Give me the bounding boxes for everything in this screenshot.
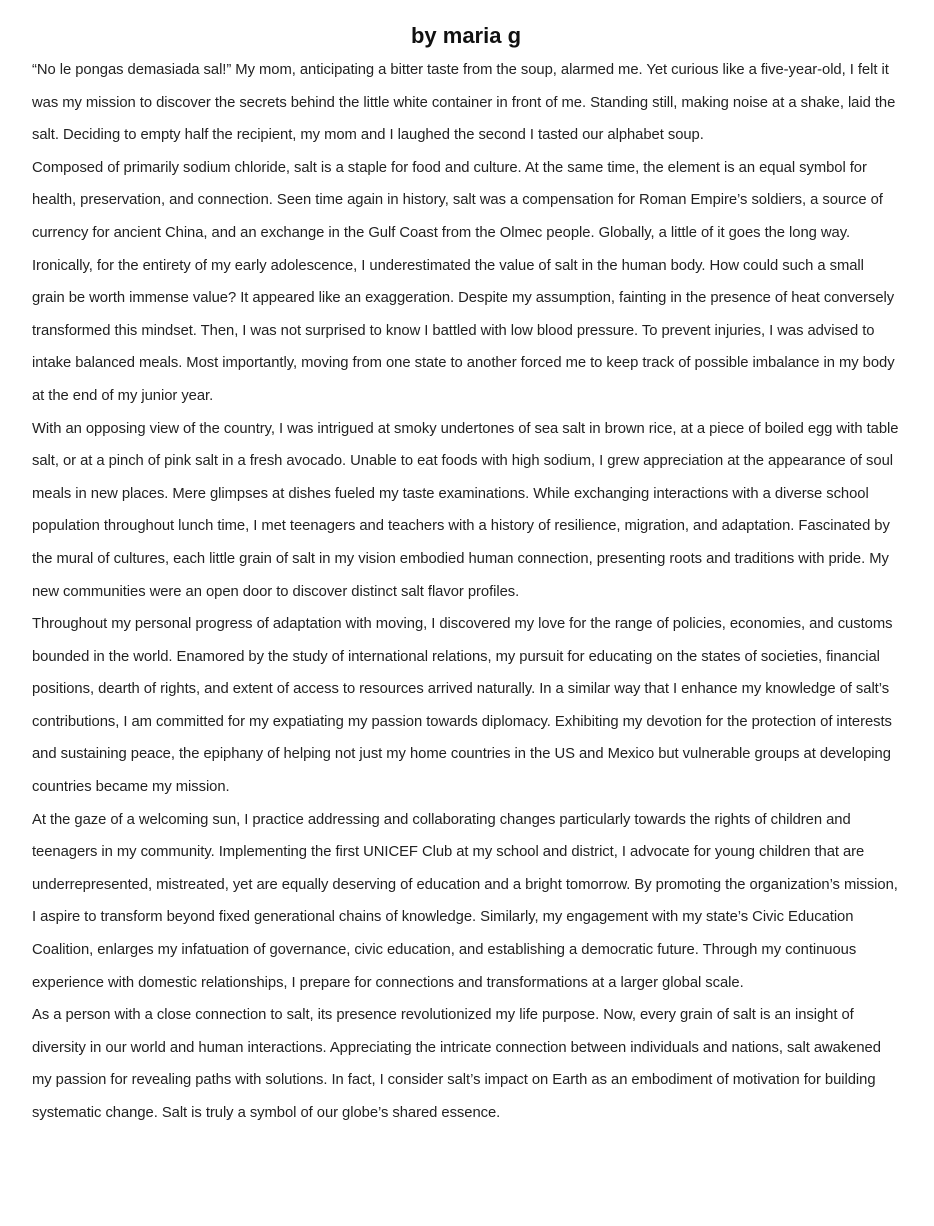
paragraph-1: “No le pongas demasiada sal!” My mom, anticipating a bitter taste from the soup, alarmed me. Yet curious like a five-year-old, I felt it was my mission to discover the secrets behind the little white container in front of me. Standing still, making noise at a shake, laid the salt. Deciding to empty half the recipient, my mom and I laughed the second I tasted our alphabet soup. bbox=[32, 62, 896, 144]
document-title: by maria g bbox=[410, 23, 522, 48]
paragraph-2: Composed of primarily sodium chloride, salt is a staple for food and culture. At the same time, the element is an equal symbol for health, preservation, and connection. Seen time again in history, salt was a compensation for Roman Empire’s soldiers, a source of currency for ancient China, and an exchange in the Gulf Coast from the Olmec people. Globally, a little of it goes the long way. bbox=[32, 159, 883, 241]
paragraph-3: Ironically, for the entirety of my early adolescence, I underestimated the value of salt in the human body. How could such a small grain be worth immense value? It appeared like an exaggeration. Despite my assumption, fainting in the presence of heat conversely transformed this mindset. Then, I was not surprised to know I battled with low blood pressure. To prevent injuries, I was advised to intake balanced meals. Most importantly, moving from one state to another forced me to keep track of possible imbalance in my body at the end of my junior year. bbox=[32, 257, 895, 404]
paragraph-4: With an opposing view of the country, I was intrigued at smoky undertones of sea salt in brown rice, at a piece of boiled egg with table salt, or at a pinch of pink salt in a fresh avocado. Unable to eat foods with high sodium, I grew appreciation at the appearance of soul meals in new places. Mere glimpses at dishes fueled my taste examinations. While exchanging interactions with a diverse school population throughout lunch time, I met teenagers and teachers with a history of resilience, migration, and adaptation. Fascinated by the mural of cultures, each little grain of salt in my vision embodied human connection, presenting roots and traditions with pride. My new communities were an open door to discover distinct salt flavor profiles. bbox=[32, 420, 899, 600]
paragraph-7: As a person with a close connection to salt, its presence revolutionized my life purpose. Now, every grain of salt is an insight of diversity in our world and human interactions. Appreciating the intricate connection between individuals and nations, salt awakened my passion for revealing paths with solutions. In fact, I consider salt’s impact on Earth as an embodiment of motivation for building systematic change. Salt is truly a symbol of our globe’s shared essence. bbox=[32, 1007, 881, 1121]
paragraph-6: At the gaze of a welcoming sun, I practice addressing and collaborating changes particularly towards the rights of children and teenagers in my community. Implementing the first UNICEF Club at my school and district, I advocate for young children that are underrepresented, mistreated, yet are equally deserving of education and a bright tomorrow. By promoting the organization’s mission, I aspire to transform beyond fixed generational chains of knowledge. Similarly, my engagement with my state’s Civic Education Coalition, enlarges my infatuation of governance, civic education, and establishing a democratic future. Through my continuous experience with domestic relationships, I prepare for connections and transformations at a larger global scale. bbox=[32, 811, 898, 991]
paragraph-5: Throughout my personal progress of adaptation with moving, I discovered my love for the range of policies, economies, and customs bounded in the world. Enamored by the study of international relations, my pursuit for educating on the states of societies, financial positions, dearth of rights, and extent of access to resources arrived naturally. In a similar way that I enhance my knowledge of salt’s contributions, I am committed for my expatiating my passion towards diplomacy. Exhibiting my devotion for the protection of interests and sustaining peace, the epiphany of helping not just my home countries in the US and Mexico but vulnerable groups at developing countries became my mission. bbox=[32, 616, 893, 796]
